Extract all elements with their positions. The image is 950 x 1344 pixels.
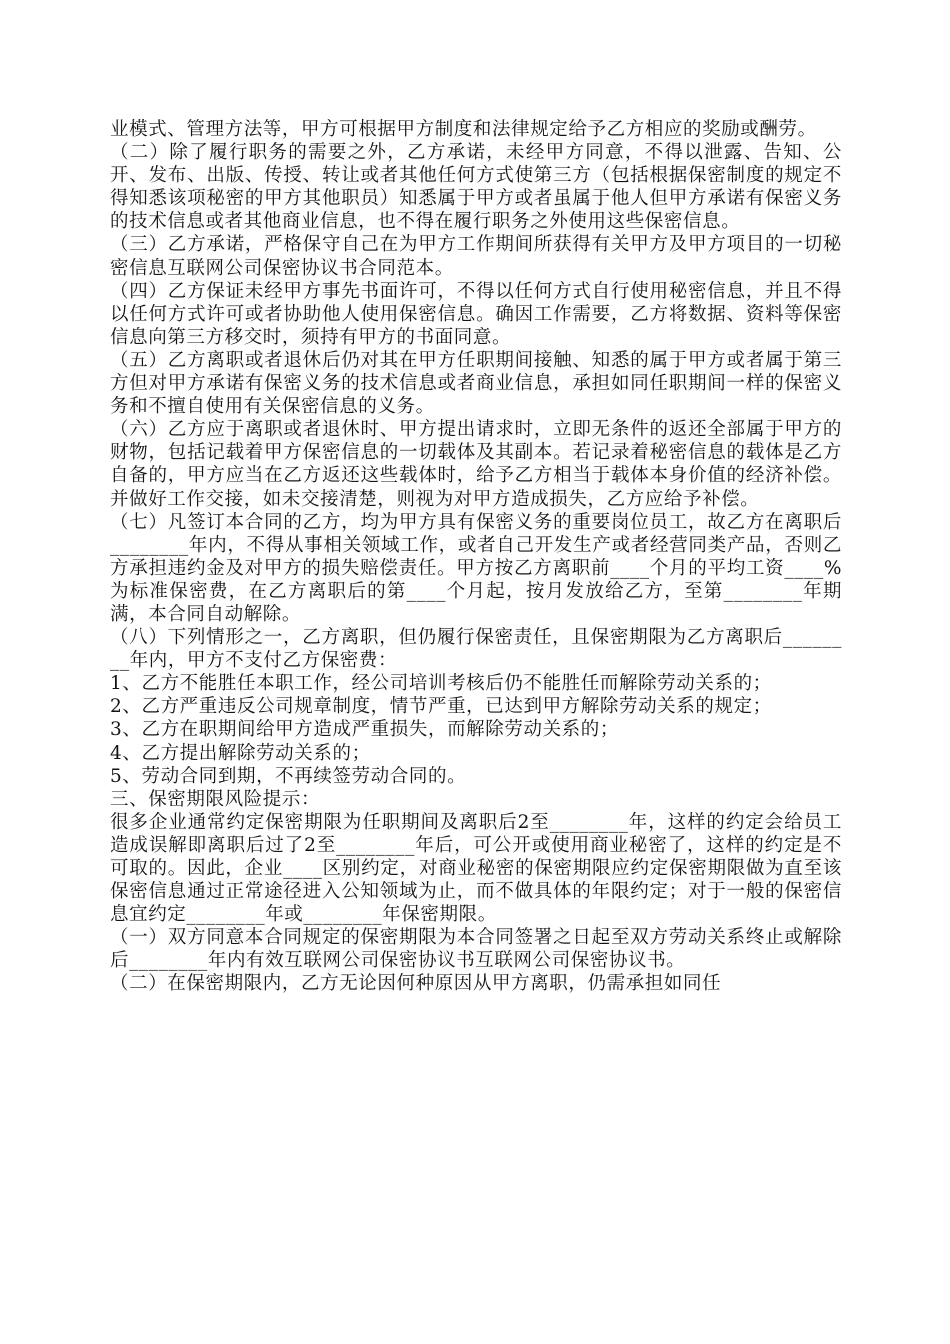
paragraph-clause-5-post-employment: （五）乙方离职或者退休后仍对其在甲方任职期间接触、知悉的属于甲方或者属于第三方但对甲方承诺有保密义务的技术信息或者商业信息，承担如同任职期间一样的保密义务和不擅自使用有关保密信息的义务。: [110, 349, 842, 418]
list-item-4: 4、乙方提出解除劳动关系的；: [110, 742, 371, 764]
paragraph-clause-4-usage: （四）乙方保证未经甲方事先书面许可，不得以任何方式自行使用秘密信息，并且不得以任何方式许可或者协助他人使用保密信息。确因工作需要，乙方将数据、资料等保密信息向第三方移交时，须持有甲方的书面同意。: [110, 280, 842, 348]
paragraph-term-1: （一）双方同意本合同规定的保密期限为本合同签署之日起至双方劳动关系终止或解除后________年内有效互联网公司保密协议书互联网公司保密协议书。: [110, 927, 842, 972]
paragraph-clause-8-no-fee: （八）下列情形之一，乙方离职，但仍履行保密责任，且保密期限为乙方离职后________年内，甲方不支付乙方保密费：: [110, 627, 842, 672]
document-body: [110, 118, 842, 996]
paragraph-clause-3-confidentiality: （三）乙方承诺，严格保守自己在为甲方工作期间所获得有关甲方及甲方项目的一切秘密信息互联网公司保密协议书合同范本。: [110, 234, 842, 279]
list-item-1: 1、乙方不能胜任本职工作，经公司培训考核后仍不能胜任而解除劳动关系的；: [110, 673, 772, 695]
section-heading-risk: 三、保密期限风险提示：: [110, 788, 321, 810]
paragraph-risk-explanation: 很多企业通常约定保密期限为任职期间及离职后2至________年，这样的约定会给员工造成误解即离职后过了2至________年后，可公开或使用商业秘密了，这样的约定是不可取的。因此，企业____区别约定，对商业秘密的保密期限应约定保密期限做为直至该保密信息通过正常途径进入公知领域为止，而不做具体的年限约定；对于一般的保密信息宜约定________年或________年保密期限。: [110, 811, 842, 926]
paragraph-term-2: （二）在保密期限内，乙方无论因何种原因从甲方离职，仍需承担如同任: [110, 973, 722, 995]
paragraph-reward-continuation: 业模式、管理方法等，甲方可根据甲方制度和法律规定给予乙方相应的奖励或酬劳。: [110, 119, 817, 140]
list-item-3: 3、乙方在职期间给甲方造成严重损失，而解除劳动关系的；: [110, 719, 619, 741]
list-item-5: 5、劳动合同到期，不再续签劳动合同的。: [110, 765, 467, 787]
list-item-2: 2、乙方严重违反公司规章制度，情节严重，已达到甲方解除劳动关系的规定；: [110, 696, 772, 718]
paragraph-clause-6-return-property: （六）乙方应于离职或者退休时、甲方提出请求时，立即无条件的返还全部属于甲方的财物，包括记载着甲方保密信息的一切载体及其副本。若记录着秘密信息的载体是乙方自备的，甲方应当在乙方返还这些载体时，给予乙方相当于载体本身价值的经济补偿。并做好工作交接，如未交接清楚，则视为对甲方造成损失，乙方应给予补偿。: [110, 419, 842, 510]
paragraph-clause-7-noncompete: （七）凡签订本合同的乙方，均为甲方具有保密义务的重要岗位员工，故乙方在离职后________年内，不得从事相关领域工作，或者自己开发生产或者经营同类产品，否则乙方承担违约金及对甲方的损失赔偿责任。甲方按乙方离职前____个月的平均工资____%为标准保密费，在乙方离职后的第____个月起，按月发放给乙方，至第________年期满，本合同自动解除。: [110, 511, 842, 625]
paragraph-clause-2-nondisclosure: （二）除了履行职务的需要之外，乙方承诺，未经甲方同意，不得以泄露、告知、公开、发布、出版、传授、转让或者其他任何方式使第三方（包括根据保密制度的规定不得知悉该项秘密的甲方其他职员）知悉属于甲方或者虽属于他人但甲方承诺有保密义务的技术信息或者其他商业信息，也不得在履行职务之外使用这些保密信息。: [110, 142, 842, 233]
